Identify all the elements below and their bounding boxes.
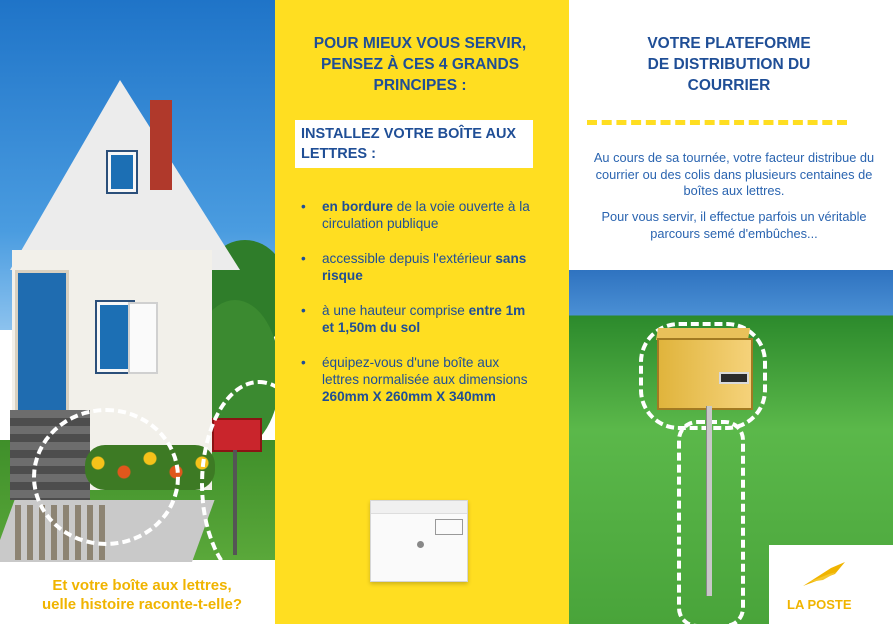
bullet-icon: • [301,303,306,318]
install-heading: INSTALLEZ VOTRE BOÎTE AUX LETTRES : [301,126,517,162]
list-item: • en bordure de la voie ouverte à la circulation publique [301,199,530,231]
list-item: • à une hauteur comprise entre 1m et 1,50m du sol [301,303,526,335]
caption-line: Et votre boîte aux lettres, [52,577,232,594]
principles-title [285,33,555,96]
house-door [15,270,69,416]
caption [0,562,275,624]
mailbox-slot [719,372,749,384]
title-line: COURRIER [687,77,771,94]
intro-paragraph: Pour vous servir, il effectue parfois un véritable parcours semé d'embûches... [601,209,867,241]
delivery-title [589,33,869,96]
dashed-highlight-circle [32,408,180,546]
bullet-icon: • [301,355,306,370]
install-heading-box [295,120,533,168]
lock-icon [417,541,424,548]
standard-mailbox-image [370,500,468,582]
caption-line: uelle histoire raconte-t-elle? [41,596,243,613]
principles-panel [275,0,569,624]
principles-list [297,198,537,423]
bullet-icon: • [301,251,306,266]
title-line: PENSEZ À CES 4 GRANDS [320,56,520,73]
list-item: • accessible depuis l'extérieur sans risque [301,251,527,283]
title-line: VOTRE PLATEFORME [647,35,811,52]
mailbox-label [435,519,463,535]
bullet-icon: • [301,199,306,214]
list-item: • équipez-vous d'une boîte aux lettres normalisée aux dimensions 260mm X 260mm X 340mm [301,355,528,404]
title-line: PRINCIPES : [373,77,467,94]
delivery-panel [569,0,893,624]
mailbox-post [706,406,712,596]
mailbox-lid [371,501,467,514]
dashed-divider [587,120,847,125]
title-line: DE DISTRIBUTION DU [647,56,811,73]
la-poste-bird-icon [801,560,846,588]
chimney [150,100,172,190]
window-shutter [128,302,158,374]
la-poste-logo-text: LA POSTE [787,597,852,612]
attic-window [108,152,136,192]
title-line: POUR MIEUX VOUS SERVIR, [313,35,527,52]
house-illustration-panel [0,0,275,624]
intro-paragraph: Au cours de sa tournée, votre facteur distribue du courrier ou des colis dans plusieurs centaines de boîtes aux lettres. [593,150,875,198]
